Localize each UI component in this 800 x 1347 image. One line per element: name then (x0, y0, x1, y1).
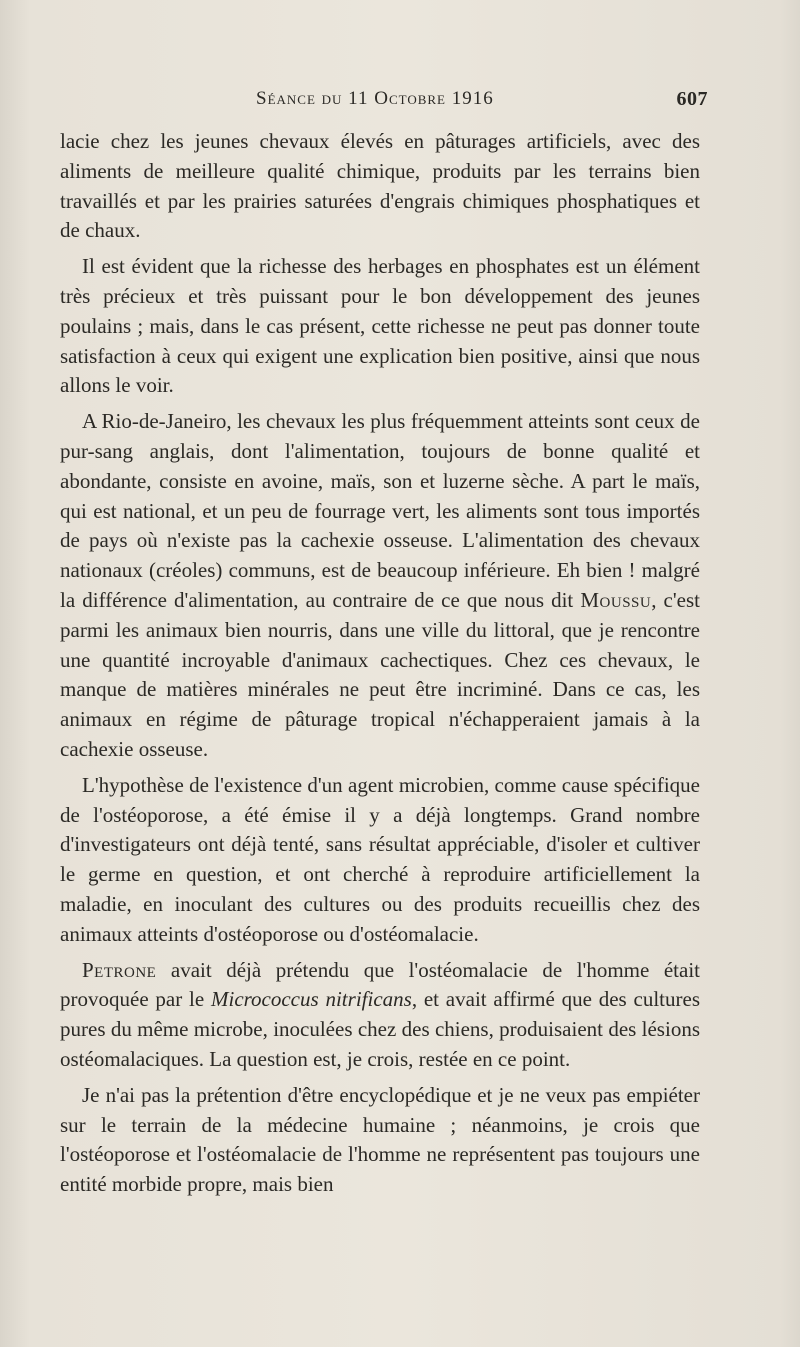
paragraph-1-text: lacie chez les jeunes chevaux élevés en pâturages artificiels, avec des aliments de meilleure qualité chimique, produits par les terrains bien travaillés et par les prairies saturées d'engrais chimiques phosphatiques et de chaux. (60, 129, 700, 243)
paragraph-3-text-after: , c'est parmi les animaux bien nourris, dans une ville du littoral, que je rencontre une quantité incroyable d'animaux cachectiques. Chez ces chevaux, le manque de matières minérales ne peut être incriminé. Dans ce cas, les animaux en régime de pâturage tropical n'échapperaient jamais à la cachexie osseuse. (60, 587, 700, 761)
author-name-petrone: Petrone (82, 957, 157, 982)
author-name-moussu: Moussu (580, 587, 652, 612)
paragraph-5 (60, 956, 700, 1075)
running-head: Séance du 11 Octobre 1916 (256, 88, 494, 109)
paragraph-1 (60, 127, 700, 246)
paragraph-6-text: Je n'ai pas la prétention d'être encyclopédique et je ne veux pas empiéter sur le terrain de la médecine humaine ; néanmoins, je crois que l'ostéoporose et l'ostéomalacie de l'homme ne représentent pas toujours une entité morbide propre, mais bien (60, 1082, 700, 1197)
page-header (60, 88, 708, 118)
species-name: Micrococcus nitrificans (211, 987, 412, 1012)
paragraph-4 (60, 771, 700, 950)
body-text (60, 127, 700, 1206)
page-number: 607 (676, 88, 708, 110)
paragraph-2 (60, 252, 700, 401)
paragraph-2-text: Il est évident que la richesse des herbages en phosphates est un élément très précieux et très puissant pour le bon développement des jeunes poulains ; mais, dans le cas présent, cette richesse ne peut pas donner toute satisfaction à ceux qui exigent une explication bien positive, ainsi que nous allons le voir. (60, 254, 700, 398)
paragraph-6 (60, 1081, 700, 1200)
paragraph-3-text-before: A Rio-de-Janeiro, les chevaux les plus fréquemment atteints sont ceux de pur-sang anglais, dont l'alimentation, toujours de bonne qualité et abondante, consiste en avoine, maïs, son et luzerne sèche. A part le maïs, qui est national, et un peu de fourrage vert, les aliments sont tous importés de pays où n'existe pas la cachexie osseuse. L'alimentation des chevaux nationaux (créoles) communs, est de beaucoup inférieure. Eh bien ! malgré la différence d'alimentation, au contraire de ce que nous dit (60, 409, 700, 612)
paragraph-3 (60, 407, 700, 765)
paragraph-4-text: L'hypothèse de l'existence d'un agent microbien, comme cause spécifique de l'ostéoporose, a été émise il y a déjà longtemps. Grand nombre d'investigateurs ont déjà tenté, sans résultat appréciable, d'isoler et cultiver le germe en question, et ont cherché à reproduire artificiellement la maladie, en inoculant des cultures ou des produits recueillis chez des animaux atteints d'ostéoporose ou d'ostéomalacie. (60, 772, 700, 946)
paragraph-5-text-after: , et avait affirmé que des cultures pures du même microbe, inoculées chez des chiens, produisaient des lésions ostéomalaciques. La question est, je crois, restée en ce point. (60, 987, 701, 1071)
paragraph-5-text-before: avait déjà prétendu que l'ostéomalacie de l'homme était provoquée par le (60, 957, 700, 1012)
